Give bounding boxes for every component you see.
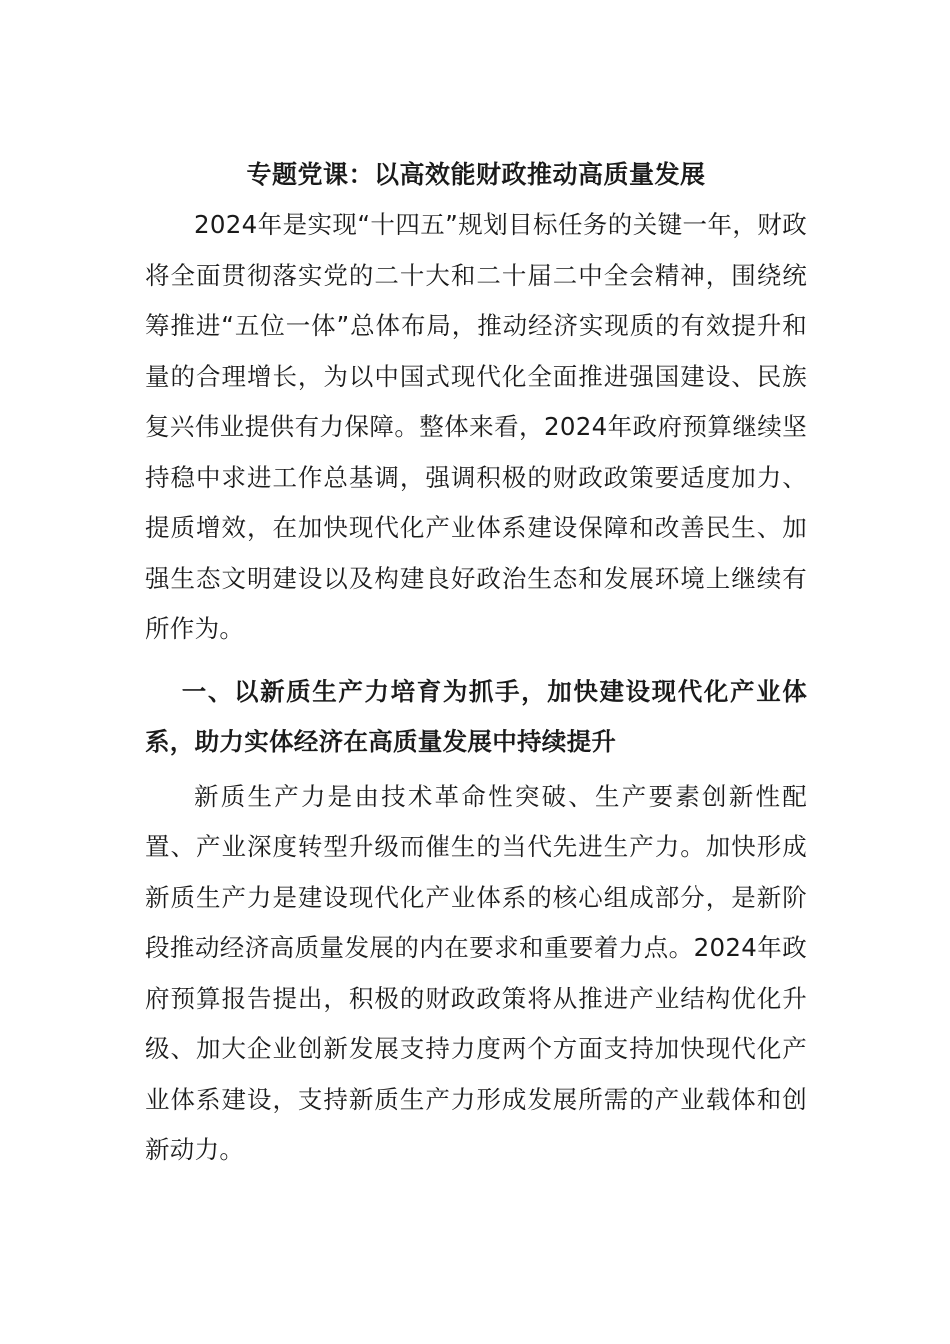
document-title: 专题党课：以高效能财政推动高质量发展 xyxy=(246,160,706,189)
intro-paragraph: 2024年是实现“十四五”规划目标任务的关键一年，财政将全面贯彻落实党的二十大和二十届二中全会精神，围绕统筹推进“五位一体”总体布局，推动经济实现质的有效提升和量的合理增长，为以中国式现代化全面推进强国建设、民族复兴伟业提供有力保障。整体来看，2024年政府预算继续坚持稳中求进工作总基调，强调积极的财政政策要适度加力、提质增效，在加快现代化产业体系建设保障和改善民生、加强生态文明建设以及构建良好政治生态和发展环境上继续有所作为。 xyxy=(145,210,807,643)
section-heading: 一、以新质生产力培育为抓手，加快建设现代化产业体系，助力实体经济在高质量发展中持续提升 xyxy=(145,676,807,756)
document-page xyxy=(145,150,807,1176)
section-paragraph: 新质生产力是由技术革命性突破、生产要素创新性配置、产业深度转型升级而催生的当代先进生产力。加快形成新质生产力是建设现代化产业体系的核心组成部分，是新阶段推动经济高质量发展的内在要求和重要着力点。2024年政府预算报告提出，积极的财政政策将从推进产业结构优化升级、加大企业创新发展支持力度两个方面支持加快现代化产业体系建设，支持新质生产力形成发展所需的产业载体和创新动力。 xyxy=(145,781,807,1164)
